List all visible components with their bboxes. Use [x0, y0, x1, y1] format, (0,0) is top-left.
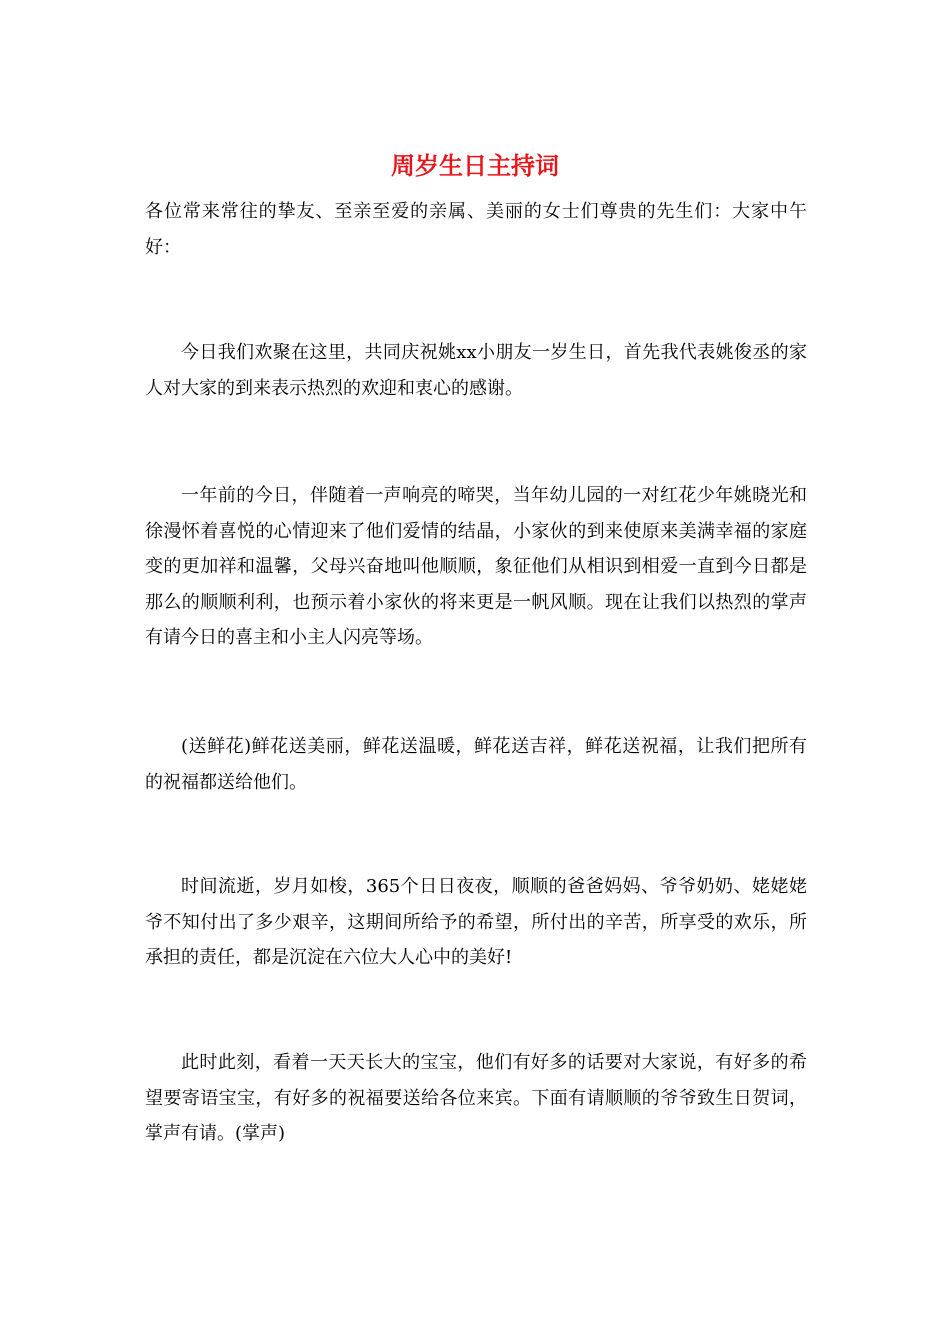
paragraph-welcome: 今日我们欢聚在这里，共同庆祝姚xx小朋友一岁生日，首先我代表姚俊丞的家人对大家的到来表示热烈的欢迎和衷心的感谢。 — [145, 342, 807, 399]
paragraph-grandfather-speech: 此时此刻，看着一天天长大的宝宝，他们有好多的话要对大家说，有好多的希望要寄语宝宝，有好多的祝福要送给各位来宾。下面有请顺顺的爷爷致生日贺词，掌声有请。(掌声) — [145, 1052, 807, 1144]
paragraph-time-passing: 时间流逝，岁月如梭，365个日日夜夜，顺顺的爸爸妈妈、爷爷奶奶、姥姥姥爷不知付出了多少艰辛，这期间所给予的希望，所付出的辛苦，所享受的欢乐，所承担的责任，都是沉淀在六位大人心中的美好! — [145, 876, 807, 968]
document-title: 周岁生日主持词 — [391, 151, 559, 180]
paragraph-flowers: (送鲜花)鲜花送美丽，鲜花送温暖，鲜花送吉祥，鲜花送祝福，让我们把所有的祝福都送给他们。 — [145, 736, 807, 793]
paragraph-greeting: 各位常来常往的挚友、至亲至爱的亲属、美丽的女士们尊贵的先生们：大家中午好： — [145, 201, 807, 258]
paragraph-birth-story: 一年前的今日，伴随着一声响亮的啼哭，当年幼儿园的一对红花少年姚晓光和徐漫怀着喜悦的心情迎来了他们爱情的结晶，小家伙的到来使原来美满幸福的家庭变的更加祥和温馨，父母兴奋地叫他顺顺，象征他们从相识到相爱一直到今日都是那么的顺顺利利，也预示着小家伙的将来更是一帆风顺。现在让我们以热烈的掌声有请今日的喜主和小主人闪亮等场。 — [145, 485, 807, 648]
